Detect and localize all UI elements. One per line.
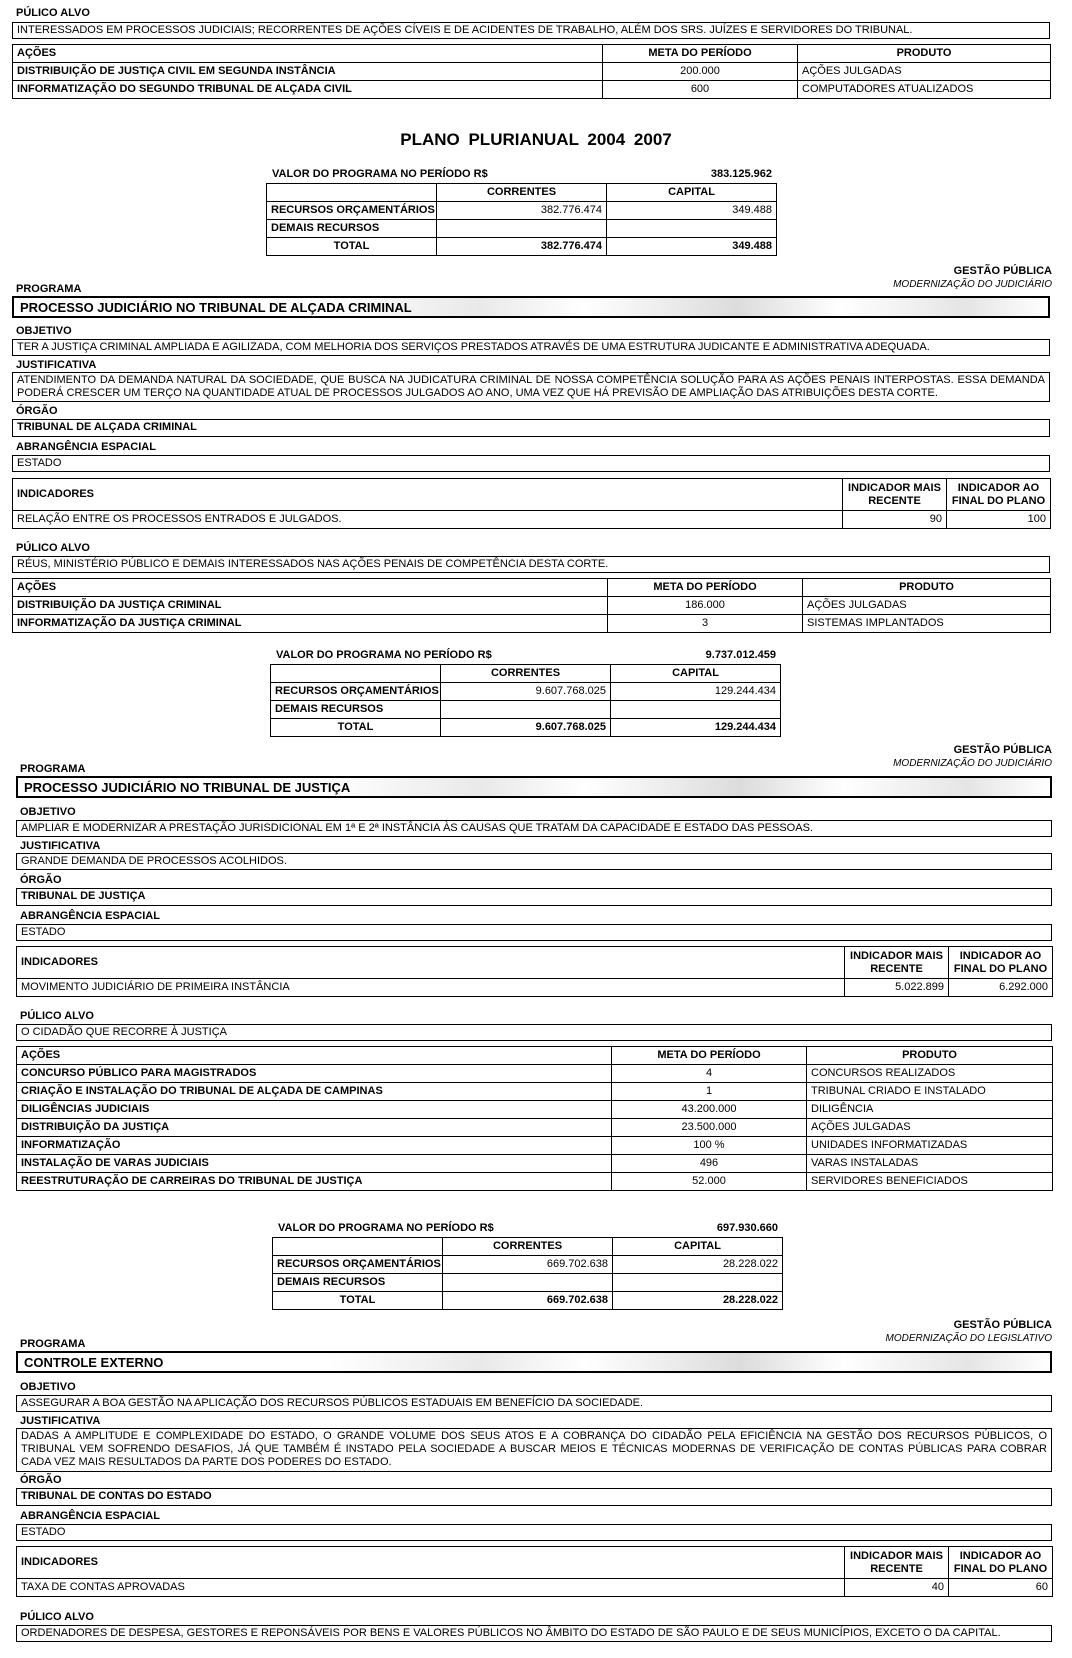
table-row: INSTALAÇÃO DE VARAS JUDICIAIS 496 VARAS INSTALADAS — [17, 1155, 1053, 1173]
publico-value: O CIDADÃO QUE RECORRE À JUSTIÇA — [16, 1024, 1052, 1041]
objetivo-label: OBJETIVO — [20, 806, 76, 818]
abrangencia-label: ABRANGÊNCIA ESPACIAL — [20, 910, 160, 922]
programa-title: PROCESSO JUDICIÁRIO NO TRIBUNAL DE JUSTIÇA — [16, 776, 1052, 798]
gestao-publica-2: GESTÃO PÚBLICA MODERNIZAÇÃO DO JUDICIÁRIO — [893, 744, 1052, 769]
programa-label: PROGRAMA — [20, 763, 86, 775]
table-row: DISTRIBUIÇÃO DE JUSTIÇA CIVIL EM SEGUNDA INSTÂNCIA 200.000 AÇÕES JULGADAS — [13, 63, 1051, 81]
publico-value: ORDENADORES DE DESPESA, GESTORES E REPONSÁVEIS POR BENS E VALORES PÚBLICOS NO ÂMBITO DO ESTADO DE SÃO PAULO E DE SEUS MUNICÍPIOS, EXCETO O DA CAPITAL. — [16, 1625, 1052, 1642]
justificativa-label: JUSTIFICATIVA — [20, 840, 101, 852]
table-row: DISTRIBUIÇÃO DA JUSTIÇA CRIMINAL 186.000 AÇÕES JULGADAS — [13, 597, 1051, 615]
abrangencia-value: ESTADO — [16, 924, 1052, 941]
col-acoes: AÇÕES — [13, 45, 603, 63]
indicadores-table-3: INDICADORES INDICADOR MAIS RECENTE INDICADOR AO FINAL DO PLANO TAXA DE CONTAS APROVADAS 40 60 — [16, 1546, 1053, 1597]
orgao-label: ÓRGÃO — [16, 405, 58, 417]
valor-table-2: CORRENTES CAPITAL RECURSOS ORÇAMENTÁRIOS 9.607.768.025 129.244.434 DEMAIS RECURSOS TOTAL 9.607.768.025 129.244.434 — [270, 664, 781, 737]
valor-total: 383.125.962 — [710, 168, 772, 180]
objetivo-value: ASSEGURAR A BOA GESTÃO NA APLICAÇÃO DOS RECURSOS PÚBLICOS ESTADUAIS EM BENEFÍCIO DA SOCIEDADE. — [16, 1395, 1052, 1412]
programa-title: PROCESSO JUDICIÁRIO NO TRIBUNAL DE ALÇADA CRIMINAL — [12, 296, 1050, 318]
col-meta: META DO PERÍODO — [603, 45, 798, 63]
justificativa-value: GRANDE DEMANDA DE PROCESSOS ACOLHIDOS. — [16, 853, 1052, 870]
table-row: INFORMATIZAÇÃO DA JUSTIÇA CRIMINAL 3 SISTEMAS IMPLANTADOS — [13, 615, 1051, 633]
justificativa-value: DADAS A AMPLITUDE E COMPLEXIDADE DO ESTADO, O GRANDE VOLUME DOS SEUS ATOS E A COBRANÇA DO CIDADÃO PELA EFICIÊNCIA NA GESTÃO DOS RECURSOS PÚBLICOS, O TRIBUNAL VEM SOFRENDO DESAFIOS, JÁ QUE TAMBÉM É INSTADO PELA SOCIEDADE A BUSCAR MEIOS E TÉCNICAS MODERNAS DE VERIFICAÇÃO DE CONTAS PÚBLICAS PARA COBRAR CADA VEZ MAIS RESULTADOS DA PARTE DOS PODERES DO ESTADO. — [16, 1428, 1052, 1472]
programa-title: CONTROLE EXTERNO — [16, 1351, 1052, 1373]
table-row: CONCURSO PÚBLICO PARA MAGISTRADOS 4 CONCURSOS REALIZADOS — [17, 1065, 1053, 1083]
publico-alvo-label: PÚLICO ALVO — [16, 7, 90, 19]
publico-label: PÚLICO ALVO — [16, 542, 90, 554]
publico-alvo-value: INTERESSADOS EM PROCESSOS JUDICIAIS; RECORRENTES DE AÇÕES CÍVEIS E DE ACIDENTES DE TRABALHO, ALÉM DOS SRS. JUÍZES E SERVIDORES DO TRIBUNAL. — [12, 22, 1050, 39]
orgao-label: ÓRGÃO — [20, 1474, 62, 1486]
valor-header: VALOR DO PROGRAMA NO PERÍODO R$ 383.125.962 — [272, 168, 772, 180]
abrangencia-label: ABRANGÊNCIA ESPACIAL — [20, 1510, 160, 1522]
publico-label: PÚLICO ALVO — [20, 1611, 94, 1623]
table-row: INFORMATIZAÇÃO 100 % UNIDADES INFORMATIZADAS — [17, 1137, 1053, 1155]
acoes-table-2: AÇÕES META DO PERÍODO PRODUTO CONCURSO PÚBLICO PARA MAGISTRADOS 4 CONCURSOS REALIZADOS CRIAÇÃO E INSTALAÇÃO DO TRIBUNAL DE ALÇADA DE CAMPINAS 1 TRIBUNAL CRIADO E INSTALADO DILIGÊNCIAS JUDICIAIS 43.200.000 DILIGÊNCIA DISTRIBUIÇÃO DA JUSTIÇA 23.500.000 AÇÕES JULGADAS INFORMATIZAÇÃO 100 % UNIDADES INFORMATIZADAS INSTALAÇÃO DE VARAS JUDICIAIS 496 VARAS INSTALADAS REESTRUTURAÇÃO DE CARREIRAS DO TRIBUNAL DE JUSTIÇA 52.000 SERVIDORES BENEFICIADOS — [16, 1046, 1053, 1191]
table-row: CRIAÇÃO E INSTALAÇÃO DO TRIBUNAL DE ALÇADA DE CAMPINAS 1 TRIBUNAL CRIADO E INSTALADO — [17, 1083, 1053, 1101]
justificativa-label: JUSTIFICATIVA — [20, 1415, 101, 1427]
abrangencia-label: ABRANGÊNCIA ESPACIAL — [16, 441, 156, 453]
gestao-publica-3: GESTÃO PÚBLICA MODERNIZAÇÃO DO LEGISLATIVO — [885, 1319, 1052, 1344]
table-row: MOVIMENTO JUDICIÁRIO DE PRIMEIRA INSTÂNCIA 5.022.899 6.292.000 — [17, 979, 1053, 997]
valor-table-3: CORRENTES CAPITAL RECURSOS ORÇAMENTÁRIOS 669.702.638 28.228.022 DEMAIS RECURSOS TOTAL 669.702.638 28.228.022 — [272, 1237, 783, 1310]
page-title: PLANO PLURIANUAL 2004 2007 — [400, 130, 672, 149]
abrangencia-value: ESTADO — [12, 455, 1050, 472]
orgao-value: TRIBUNAL DE CONTAS DO ESTADO — [16, 1488, 1052, 1506]
abrangencia-value: ESTADO — [16, 1524, 1052, 1541]
orgao-label: ÓRGÃO — [20, 874, 62, 886]
objetivo-value: TER A JUSTIÇA CRIMINAL AMPLIADA E AGILIZADA, COM MELHORIA DOS SERVIÇOS PRESTADOS ATRAVÉS DE UMA ESTRUTURA JUDICANTE E ADMINISTRATIVA ADEQUADA. — [12, 339, 1050, 356]
valor-table-1: CORRENTES CAPITAL RECURSOS ORÇAMENTÁRIOS 382.776.474 349.488 DEMAIS RECURSOS TOTAL 382.776.474 349.488 — [266, 183, 777, 256]
programa-label: PROGRAMA — [20, 1338, 86, 1350]
programa-label: PROGRAMA — [16, 283, 82, 295]
table-row: DISTRIBUIÇÃO DA JUSTIÇA 23.500.000 AÇÕES JULGADAS — [17, 1119, 1053, 1137]
table-row: DILIGÊNCIAS JUDICIAIS 43.200.000 DILIGÊNCIA — [17, 1101, 1053, 1119]
objetivo-label: OBJETIVO — [16, 325, 72, 337]
objetivo-label: OBJETIVO — [20, 1381, 76, 1393]
orgao-value: TRIBUNAL DE ALÇADA CRIMINAL — [12, 419, 1050, 437]
indicadores-table-2: INDICADORES INDICADOR MAIS RECENTE INDICADOR AO FINAL DO PLANO MOVIMENTO JUDICIÁRIO DE PRIMEIRA INSTÂNCIA 5.022.899 6.292.000 — [16, 946, 1053, 997]
acoes-table-1: AÇÕES META DO PERÍODO PRODUTO DISTRIBUIÇÃO DA JUSTIÇA CRIMINAL 186.000 AÇÕES JULGADAS INFORMATIZAÇÃO DA JUSTIÇA CRIMINAL 3 SISTEMAS IMPLANTADOS — [12, 578, 1051, 633]
valor-total: 9.737.012.459 — [705, 649, 776, 661]
publico-value: RÉUS, MINISTÉRIO PÚBLICO E DEMAIS INTERESSADOS NAS AÇÕES PENAIS DE COMPETÊNCIA DESTA CORTE. — [12, 556, 1050, 573]
col-produto: PRODUTO — [798, 45, 1051, 63]
valor-total: 697.930.660 — [716, 1222, 778, 1234]
acoes-table-top — [12, 44, 1051, 99]
objetivo-value: AMPLIAR E MODERNIZAR A PRESTAÇÃO JURISDICIONAL EM 1ª E 2ª INSTÂNCIA ÀS CAUSAS QUE TRATAM DA CAPACIDADE E ESTADO DAS PESSOAS. — [16, 820, 1052, 837]
justificativa-label: JUSTIFICATIVA — [16, 359, 97, 371]
valor-header: VALOR DO PROGRAMA NO PERÍODO R$ 9.737.012.459 — [276, 649, 776, 661]
table-row: RELAÇÃO ENTRE OS PROCESSOS ENTRADOS E JULGADOS. 90 100 — [13, 511, 1051, 529]
gestao-publica-1: GESTÃO PÚBLICA MODERNIZAÇÃO DO JUDICIÁRIO — [893, 265, 1052, 290]
table-row: TAXA DE CONTAS APROVADAS 40 60 — [17, 1579, 1053, 1597]
valor-header: VALOR DO PROGRAMA NO PERÍODO R$ 697.930.660 — [278, 1222, 778, 1234]
justificativa-value: ATENDIMENTO DA DEMANDA NATURAL DA SOCIEDADE, QUE BUSCA NA JUDICATURA CRIMINAL DE NOSSA COMPETÊNCIA SOLUÇÃO PARA AS AÇÕES PENAIS INTERPOSTAS. ESSA DEMANDA PODERÁ CRESCER UM TERÇO NA QUANTIDADE ATUAL DE PROCESSOS JULGADOS AO ANO, UMA VEZ QUE HÁ PREVISÃO DE AMPLIAÇÃO DAS ATRIBUIÇÕES DESTA CORTE. — [12, 372, 1050, 402]
table-row: INFORMATIZAÇÃO DO SEGUNDO TRIBUNAL DE ALÇADA CIVIL 600 COMPUTADORES ATUALIZADOS — [13, 81, 1051, 99]
indicadores-table-1: INDICADORES INDICADOR MAIS RECENTE INDICADOR AO FINAL DO PLANO RELAÇÃO ENTRE OS PROCESSOS ENTRADOS E JULGADOS. 90 100 — [12, 478, 1051, 529]
table-row: REESTRUTURAÇÃO DE CARREIRAS DO TRIBUNAL DE JUSTIÇA 52.000 SERVIDORES BENEFICIADOS — [17, 1173, 1053, 1191]
orgao-value: TRIBUNAL DE JUSTIÇA — [16, 888, 1052, 906]
publico-label: PÚLICO ALVO — [20, 1010, 94, 1022]
